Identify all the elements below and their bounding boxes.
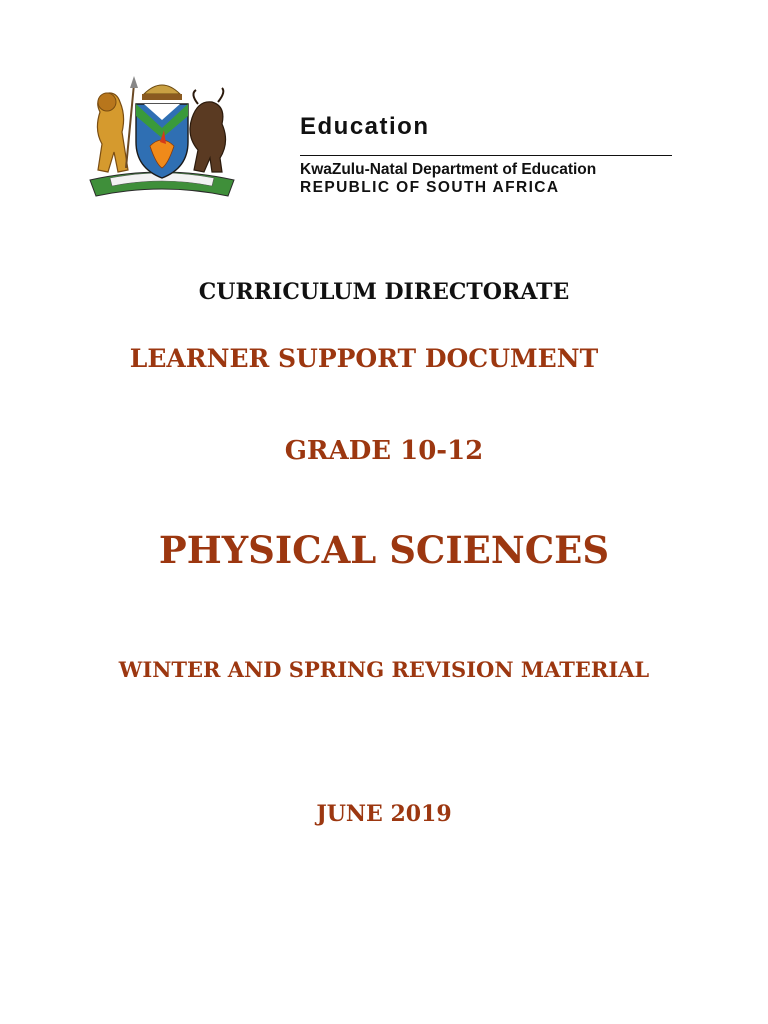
- brand-title: Education: [300, 113, 430, 140]
- grade-heading: GRADE 10-12: [284, 436, 484, 466]
- header-block: [300, 112, 672, 197]
- coat-of-arms-icon: [80, 72, 244, 210]
- directorate-heading: CURRICULUM DIRECTORATE: [198, 279, 570, 305]
- date-heading: JUNE 2019: [316, 801, 452, 827]
- header-divider: [300, 155, 672, 156]
- subject-title: PHYSICAL SCIENCES: [158, 528, 610, 572]
- material-heading: WINTER AND SPRING REVISION MATERIAL: [118, 657, 650, 682]
- country-name: REPUBLIC OF SOUTH AFRICA: [300, 179, 560, 196]
- document-type-heading: LEARNER SUPPORT DOCUMENT: [129, 344, 599, 373]
- department-name: KwaZulu-Natal Department of Education: [300, 161, 597, 178]
